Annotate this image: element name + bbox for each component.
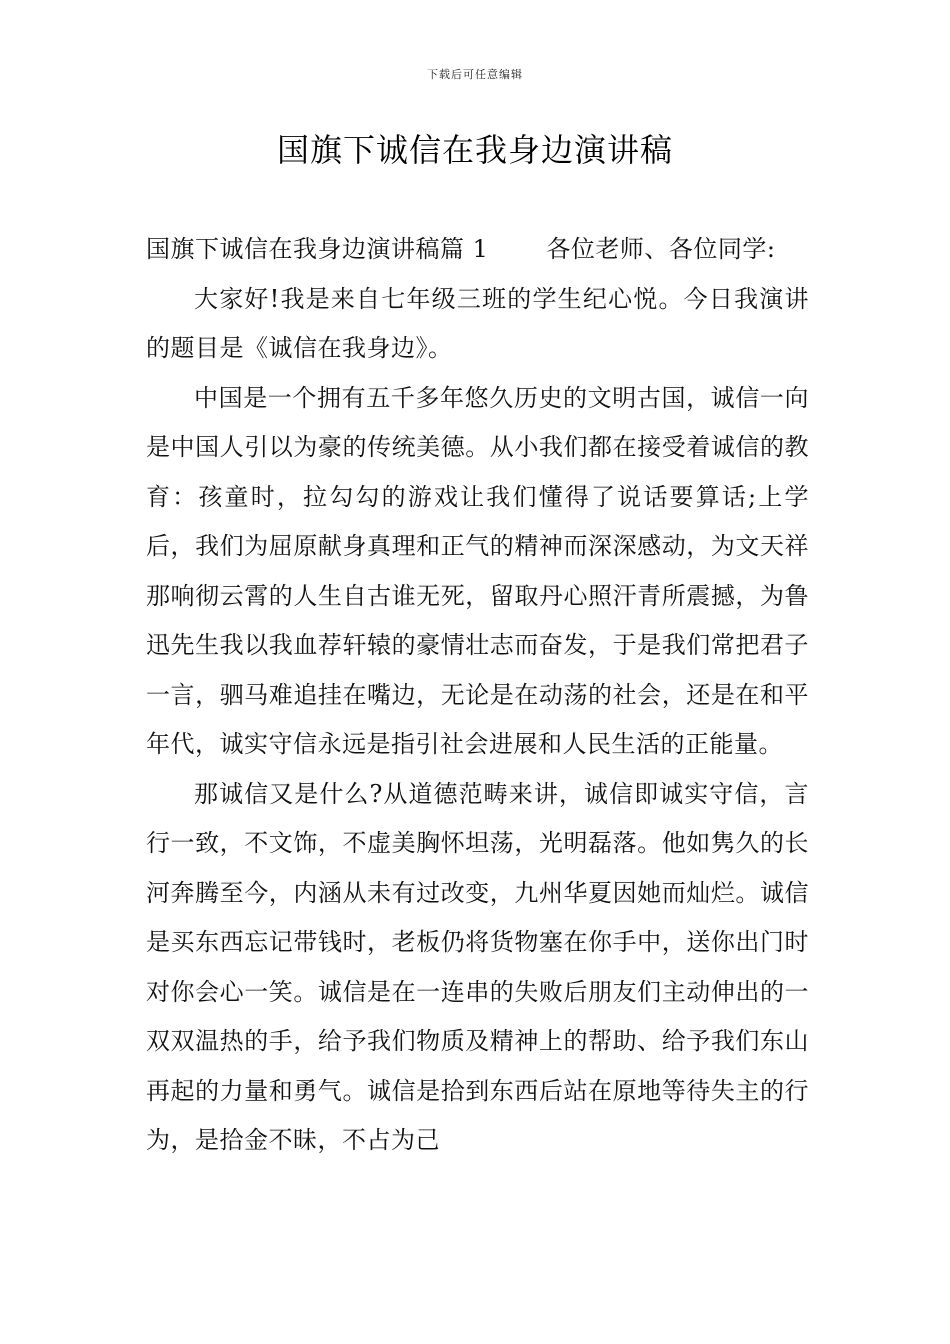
document-title: 国旗下诚信在我身边演讲稿: [276, 131, 673, 169]
paragraph: 那诚信又是什么?从道德范畴来讲，诚信即诚实守信，言行一致，不文饰，不虚美胸怀坦荡，光明磊落。他如隽久的长河奔腾至今，内涵从未有过改变，九州华夏因她而灿烂。诚信是买东西忘记带钱时，老板仍将货物塞在你手中，送你出门时对你会心一笑。诚信是在一连串的失败后朋友们主动伸出的一双双温热的手，给予我们物质及精神上的帮助、给予我们东山再起的力量和勇气。诚信是拾到东西后站在原地等待失主的行为，是拾金不昧，不占为己: [146, 779, 809, 1154]
subtitle-line: [146, 225, 809, 275]
document-body: [146, 225, 809, 1166]
document-subtitle: 国旗下诚信在我身边演讲稿篇 1: [146, 235, 489, 263]
greeting: 各位老师、各位同学:: [546, 235, 776, 263]
header-note: 下载后可任意编辑: [427, 68, 523, 81]
paragraph: 大家好!我是来自七年级三班的学生纪心悦。今日我演讲的题目是《诚信在我身边》。: [146, 284, 809, 362]
paragraph: 中国是一个拥有五千多年悠久历史的文明古国，诚信一向是中国人引以为豪的传统美德。从小我们都在接受着诚信的教育：孩童时，拉勾勾的游戏让我们懂得了说话要算话;上学后，我们为屈原献身真理和正气的精神而深深感动，为文天祥那响彻云霄的人生自古谁无死，留取丹心照汗青所震撼，为鲁迅先生我以我血荐轩辕的豪情壮志而奋发，于是我们常把君子一言，驷马难追挂在嘴边，无论是在动荡的社会，还是在和平年代，诚实守信永远是指引社会进展和人民生活的正能量。: [146, 383, 809, 758]
